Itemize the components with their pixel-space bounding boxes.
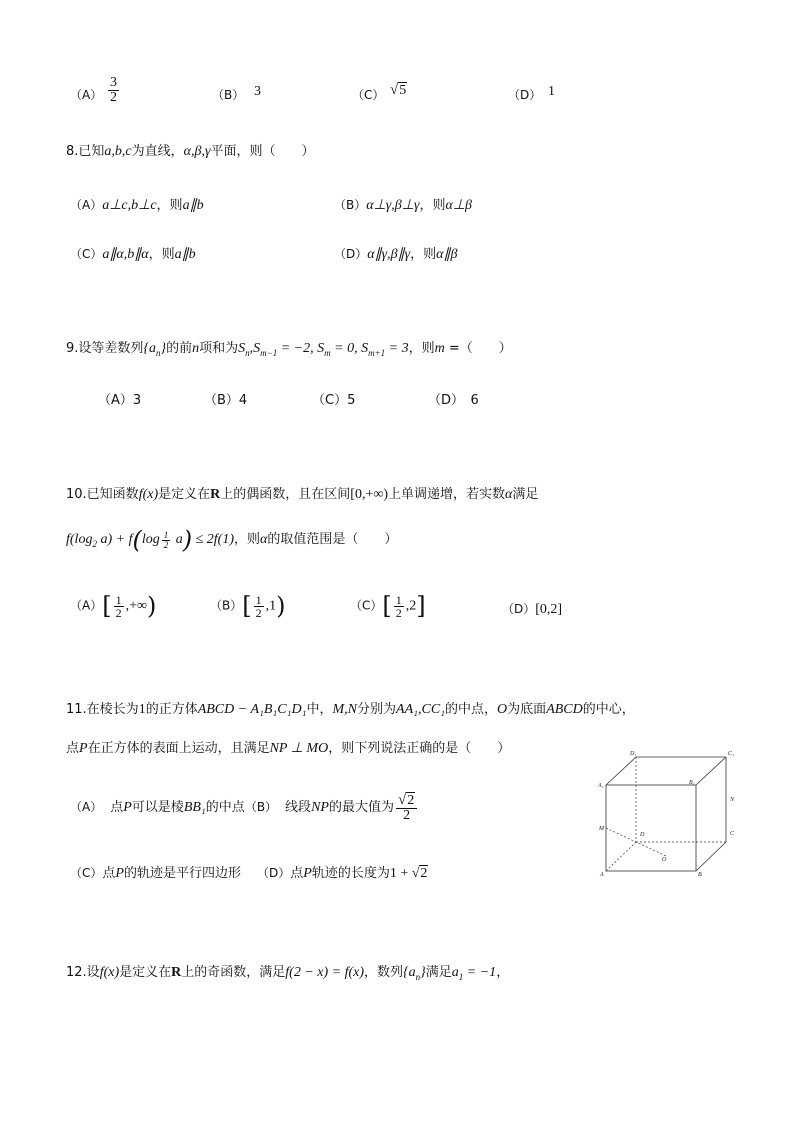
q11-edges: AA₁,CC₁ xyxy=(396,702,446,717)
q11-edge-length: 1 xyxy=(138,702,146,717)
q11-d-value: 1 + xyxy=(389,866,412,881)
q11-o: O xyxy=(497,702,508,717)
q10-stem-line2 xyxy=(66,526,397,554)
q11-l2-text-a: 点 xyxy=(66,741,80,756)
q9-option-c: （C）5 xyxy=(312,393,356,408)
q11-b-text1: 线段 xyxy=(285,800,312,816)
q10-ineq-b: a) + f xyxy=(96,532,133,548)
q7-option-d-label: （D） xyxy=(508,88,542,102)
q11-base: ABCD xyxy=(546,702,583,717)
q10-b-label: （B） xyxy=(210,598,243,613)
q10-a-label: （A） xyxy=(70,598,103,613)
q8-b-label: （B） xyxy=(334,198,367,212)
cube-hidden-ad xyxy=(606,842,636,871)
q10-stem-line1 xyxy=(66,483,538,503)
q9-cond-r3: = 0, S xyxy=(330,341,369,356)
q7-options xyxy=(70,76,690,116)
q12-a1-rest: = −1 xyxy=(463,965,497,980)
q12-initial-term xyxy=(452,965,496,980)
q10-alpha-2: α xyxy=(260,532,268,548)
q11-stem-line2 xyxy=(66,737,510,757)
q11-b-label: （B） xyxy=(244,800,278,815)
q10-c-label: （C） xyxy=(350,598,383,613)
q10-a-bracket-open: [ xyxy=(102,592,112,620)
q7-option-b-label: （B） xyxy=(212,88,245,102)
q9-cond-s: S xyxy=(238,341,246,356)
q8-c-result: a∥b xyxy=(174,247,196,262)
q11-a-text3: 的中点 xyxy=(205,800,245,816)
q12-text-b: 是定义在 xyxy=(119,965,172,980)
q12-stem xyxy=(66,961,509,982)
cube-label-a1: A₁ xyxy=(598,783,604,789)
q9-seq-open: {a xyxy=(143,341,157,356)
q10-ineq-rhs: ≤ 2f(1) xyxy=(192,532,234,548)
q10-option-b xyxy=(210,592,285,620)
q10-text-a: 10.已知函数 xyxy=(66,487,139,502)
q10-c-rest: ,2 xyxy=(405,598,417,614)
radical-sign: √ xyxy=(397,792,407,808)
q10-log-base-fraction xyxy=(162,531,171,550)
q9-n: n xyxy=(192,341,200,356)
q11-p: P xyxy=(79,741,88,756)
q8-option-c xyxy=(70,243,196,263)
q11-text-c: 中， xyxy=(306,702,333,717)
q8-stem-text-c: 平面，则（ ） xyxy=(210,144,315,159)
q8-option-a xyxy=(70,194,204,214)
radical-sign: √ xyxy=(411,866,420,881)
q11-d-text1: 点 xyxy=(290,866,304,881)
q8-stem-text-b: 为直线， xyxy=(131,144,184,159)
q8-stem xyxy=(66,140,315,160)
q10-ineq-a: f(log xyxy=(66,532,93,548)
q9-condition xyxy=(238,341,408,356)
q11-mn: M,N xyxy=(332,702,357,717)
q10-ineq-log: log xyxy=(141,532,160,548)
q9-sequence xyxy=(143,341,166,356)
q9-text-b: 的前 xyxy=(166,341,193,356)
q11-d-text2: 轨迹的长度为 xyxy=(311,866,390,881)
q8-option-d xyxy=(334,243,457,263)
cube-label-d1: D₁ xyxy=(630,751,637,757)
q12-a1-sub: 1 xyxy=(458,971,464,982)
q10-c-num: 1 xyxy=(395,592,402,607)
q9-text-e: =（ ） xyxy=(444,341,512,356)
q12-fx: f(x) xyxy=(99,965,120,980)
q11-cube: ABCD − A₁B₁C₁D₁ xyxy=(197,702,307,717)
cube-edge-b1c1 xyxy=(696,757,726,785)
q7-option-c-sqrt xyxy=(390,82,407,99)
q11-text-g: 的中心， xyxy=(582,702,635,717)
q10-inequality xyxy=(66,526,234,554)
cube-label-c1: C₁ xyxy=(728,751,735,757)
q11-a-label: （A） xyxy=(70,800,103,815)
q10-a-paren-close: ) xyxy=(146,592,157,620)
cube-edge-bc xyxy=(696,842,726,871)
q10-b-rest: ,1 xyxy=(265,598,277,614)
cube-label-m: M xyxy=(599,826,604,832)
q10-b-den: 2 xyxy=(255,605,262,620)
q10-base-den: 2 xyxy=(163,539,169,550)
q11-stem-line1 xyxy=(66,698,635,718)
q11-cube-figure xyxy=(590,745,750,880)
q9-text-c: 项和为 xyxy=(199,341,239,356)
q11-a-p: P xyxy=(123,800,132,816)
q11-c-label: （C） xyxy=(70,866,103,880)
q11-text-e: 的中点， xyxy=(445,702,498,717)
q10-a-rest: ,+∞ xyxy=(125,598,147,614)
cube-label-a: A xyxy=(600,872,604,878)
q11-text-b: 的正方体 xyxy=(145,702,198,717)
q11-options-ab xyxy=(70,792,419,823)
q8-a-result: a∥b xyxy=(182,198,204,213)
q10-text-e: 满足 xyxy=(512,487,539,502)
q8-a-then: ，则 xyxy=(156,198,183,213)
q12-equation: f(2 − x) = f(x) xyxy=(285,965,365,980)
q10-a-num: 1 xyxy=(115,592,122,607)
q11-a-edge: BB₁ xyxy=(183,800,206,816)
q10-b-fraction xyxy=(254,594,264,619)
radical-sign: √ xyxy=(390,82,399,98)
q11-text-d: 分别为 xyxy=(357,702,397,717)
q10-text-c: 上的偶函数，且在区间 xyxy=(220,487,351,502)
q10-a-den: 2 xyxy=(115,605,122,620)
q9-seq-sub: n xyxy=(156,347,161,358)
q7-option-a-label: （A） xyxy=(70,88,103,102)
q11-c-p: P xyxy=(115,866,124,881)
q10-tail: ，则 xyxy=(234,532,261,548)
q12-seq-open: {a xyxy=(403,965,416,980)
q7-option-b-value: 3 xyxy=(254,84,261,99)
q9-cond-sub4: m+1 xyxy=(368,347,386,358)
q8-c-math: a∥α,b∥α xyxy=(102,247,149,262)
q11-options-cd xyxy=(70,862,428,882)
q8-planes-vars: α,β,γ xyxy=(183,144,211,159)
q8-d-math: α∥γ,β∥γ xyxy=(367,247,411,262)
q10-a-fraction xyxy=(114,594,124,619)
q11-condition: NP ⊥ MO xyxy=(269,741,329,756)
q10-fx: f(x) xyxy=(138,487,159,502)
q12-text-f: ， xyxy=(496,965,510,980)
q8-a-math: a⊥c,b⊥c xyxy=(102,198,157,213)
q12-text-e: 满足 xyxy=(425,965,452,980)
q9-cond-sub2: m−1 xyxy=(260,347,278,358)
cube-label-d: D xyxy=(640,832,645,838)
q10-text-d: 上单调递增，若实数 xyxy=(387,487,505,502)
cube-front-face xyxy=(606,785,696,871)
q8-option-b xyxy=(334,194,472,214)
q12-sequence xyxy=(403,965,426,980)
q8-c-label: （C） xyxy=(70,247,103,261)
q11-b-den: 2 xyxy=(396,808,417,823)
q9-stem xyxy=(66,337,512,358)
q7-option-a-fraction xyxy=(108,76,119,105)
q7-option-d-value: 1 xyxy=(548,84,555,99)
q9-cond-r1: ,S xyxy=(249,341,261,356)
q8-c-then: ，则 xyxy=(148,247,175,262)
q11-c-text2: 的轨迹是平行四边形 xyxy=(123,866,241,881)
q9-option-d: （D） 6 xyxy=(428,393,479,408)
q11-text-a: 11.在棱长为 xyxy=(66,702,139,717)
q8-lines-vars: a,b,c xyxy=(104,144,132,159)
q11-c-text1: 点 xyxy=(102,866,116,881)
q10-real-set: R xyxy=(210,487,221,502)
q10-paren-open: ( xyxy=(132,526,142,554)
q7-option-c-label: （C） xyxy=(352,88,385,102)
cube-edge-a1d1 xyxy=(606,757,636,785)
q11-b-text2: 的最大值为 xyxy=(328,800,394,816)
cube-label-b1: B₁ xyxy=(689,780,695,786)
q7-a-denominator: 2 xyxy=(110,90,117,105)
q9-text-d: ，则 xyxy=(408,341,435,356)
q11-l2-text-c: ，则下列说法正确的是（ ） xyxy=(328,741,511,756)
q10-c-den: 2 xyxy=(395,605,402,620)
q11-d-label: （D） xyxy=(256,866,291,880)
q8-d-result: α∥β xyxy=(436,247,458,262)
q10-b-num: 1 xyxy=(255,592,262,607)
q8-stem-text-a: 8.已知 xyxy=(66,144,105,159)
q12-text-c: 上的奇函数，满足 xyxy=(181,965,286,980)
q10-option-c xyxy=(350,592,426,620)
q12-real-set: R xyxy=(171,965,182,980)
q10-d-label: （D） xyxy=(502,602,536,616)
q12-seq-close: } xyxy=(420,965,426,980)
q11-a-text1: 点 xyxy=(110,800,124,816)
q11-b-np: NP xyxy=(311,800,329,816)
q11-l2-text-b: 在正方体的表面上运动，且满足 xyxy=(87,741,270,756)
q9-cond-sub1: n xyxy=(245,347,250,358)
cube-label-o: O xyxy=(662,857,667,863)
q10-interval: [0,+∞) xyxy=(350,487,388,502)
q8-d-then: ，则 xyxy=(410,247,437,262)
q7-c-radicand: 5 xyxy=(399,83,407,98)
q9-cond-sub3: m xyxy=(324,347,331,358)
q10-text-b: 是定义在 xyxy=(158,487,211,502)
q12-text-a: 12.设 xyxy=(66,965,100,980)
q10-c-bracket-close: ] xyxy=(416,592,426,620)
q9-cond-r2: = −2, S xyxy=(277,341,325,356)
q10-d-value: [0,2] xyxy=(535,602,563,617)
q10-option-a xyxy=(70,592,156,620)
q11-d-p: P xyxy=(303,866,312,881)
q10-c-fraction xyxy=(394,594,404,619)
cube-label-n: N xyxy=(730,797,735,803)
q8-b-math: α⊥γ,β⊥γ xyxy=(366,198,420,213)
q10-c-bracket-open: [ xyxy=(382,592,392,620)
q11-b-radicand: 2 xyxy=(407,793,415,808)
q9-cond-r4: = 3 xyxy=(385,341,409,356)
q10-base-num: 1 xyxy=(163,529,169,540)
q8-b-then: ，则 xyxy=(419,198,446,213)
q10-b-bracket-open: [ xyxy=(242,592,252,620)
q9-option-a: （A）3 xyxy=(98,393,142,408)
q11-text-f: 为底面 xyxy=(507,702,547,717)
q11-a-text2: 可以是棱 xyxy=(131,800,184,816)
q9-option-b: （B）4 xyxy=(204,393,248,408)
q9-seq-close: } xyxy=(160,341,167,356)
q10-b-paren-close: ) xyxy=(276,592,286,620)
q9-m: m xyxy=(434,341,445,356)
q9-text-a: 9.设等差数列 xyxy=(66,341,144,356)
q10-option-d xyxy=(502,600,562,618)
q12-seq-sub: n xyxy=(415,971,421,982)
q10-alpha: α xyxy=(505,487,513,502)
q12-text-d: ，数列 xyxy=(364,965,404,980)
q8-d-label: （D） xyxy=(334,247,368,261)
q10-ineq-sub: 2 xyxy=(92,539,97,550)
q12-a1: a xyxy=(451,965,459,980)
cube-label-c: C xyxy=(730,831,735,837)
q10-ineq-arg: a xyxy=(172,532,183,548)
q7-a-numerator: 3 xyxy=(110,75,117,90)
q8-b-result: α⊥β xyxy=(445,198,473,213)
q11-b-fraction xyxy=(396,792,417,823)
q8-a-label: （A） xyxy=(70,198,103,212)
q11-b-numerator xyxy=(396,792,417,808)
q10-paren-close: ) xyxy=(182,526,193,554)
cube-label-b: B xyxy=(698,872,702,878)
q10-end: 的取值范围是（ ） xyxy=(267,532,398,548)
q11-d-radicand: 2 xyxy=(420,866,428,881)
